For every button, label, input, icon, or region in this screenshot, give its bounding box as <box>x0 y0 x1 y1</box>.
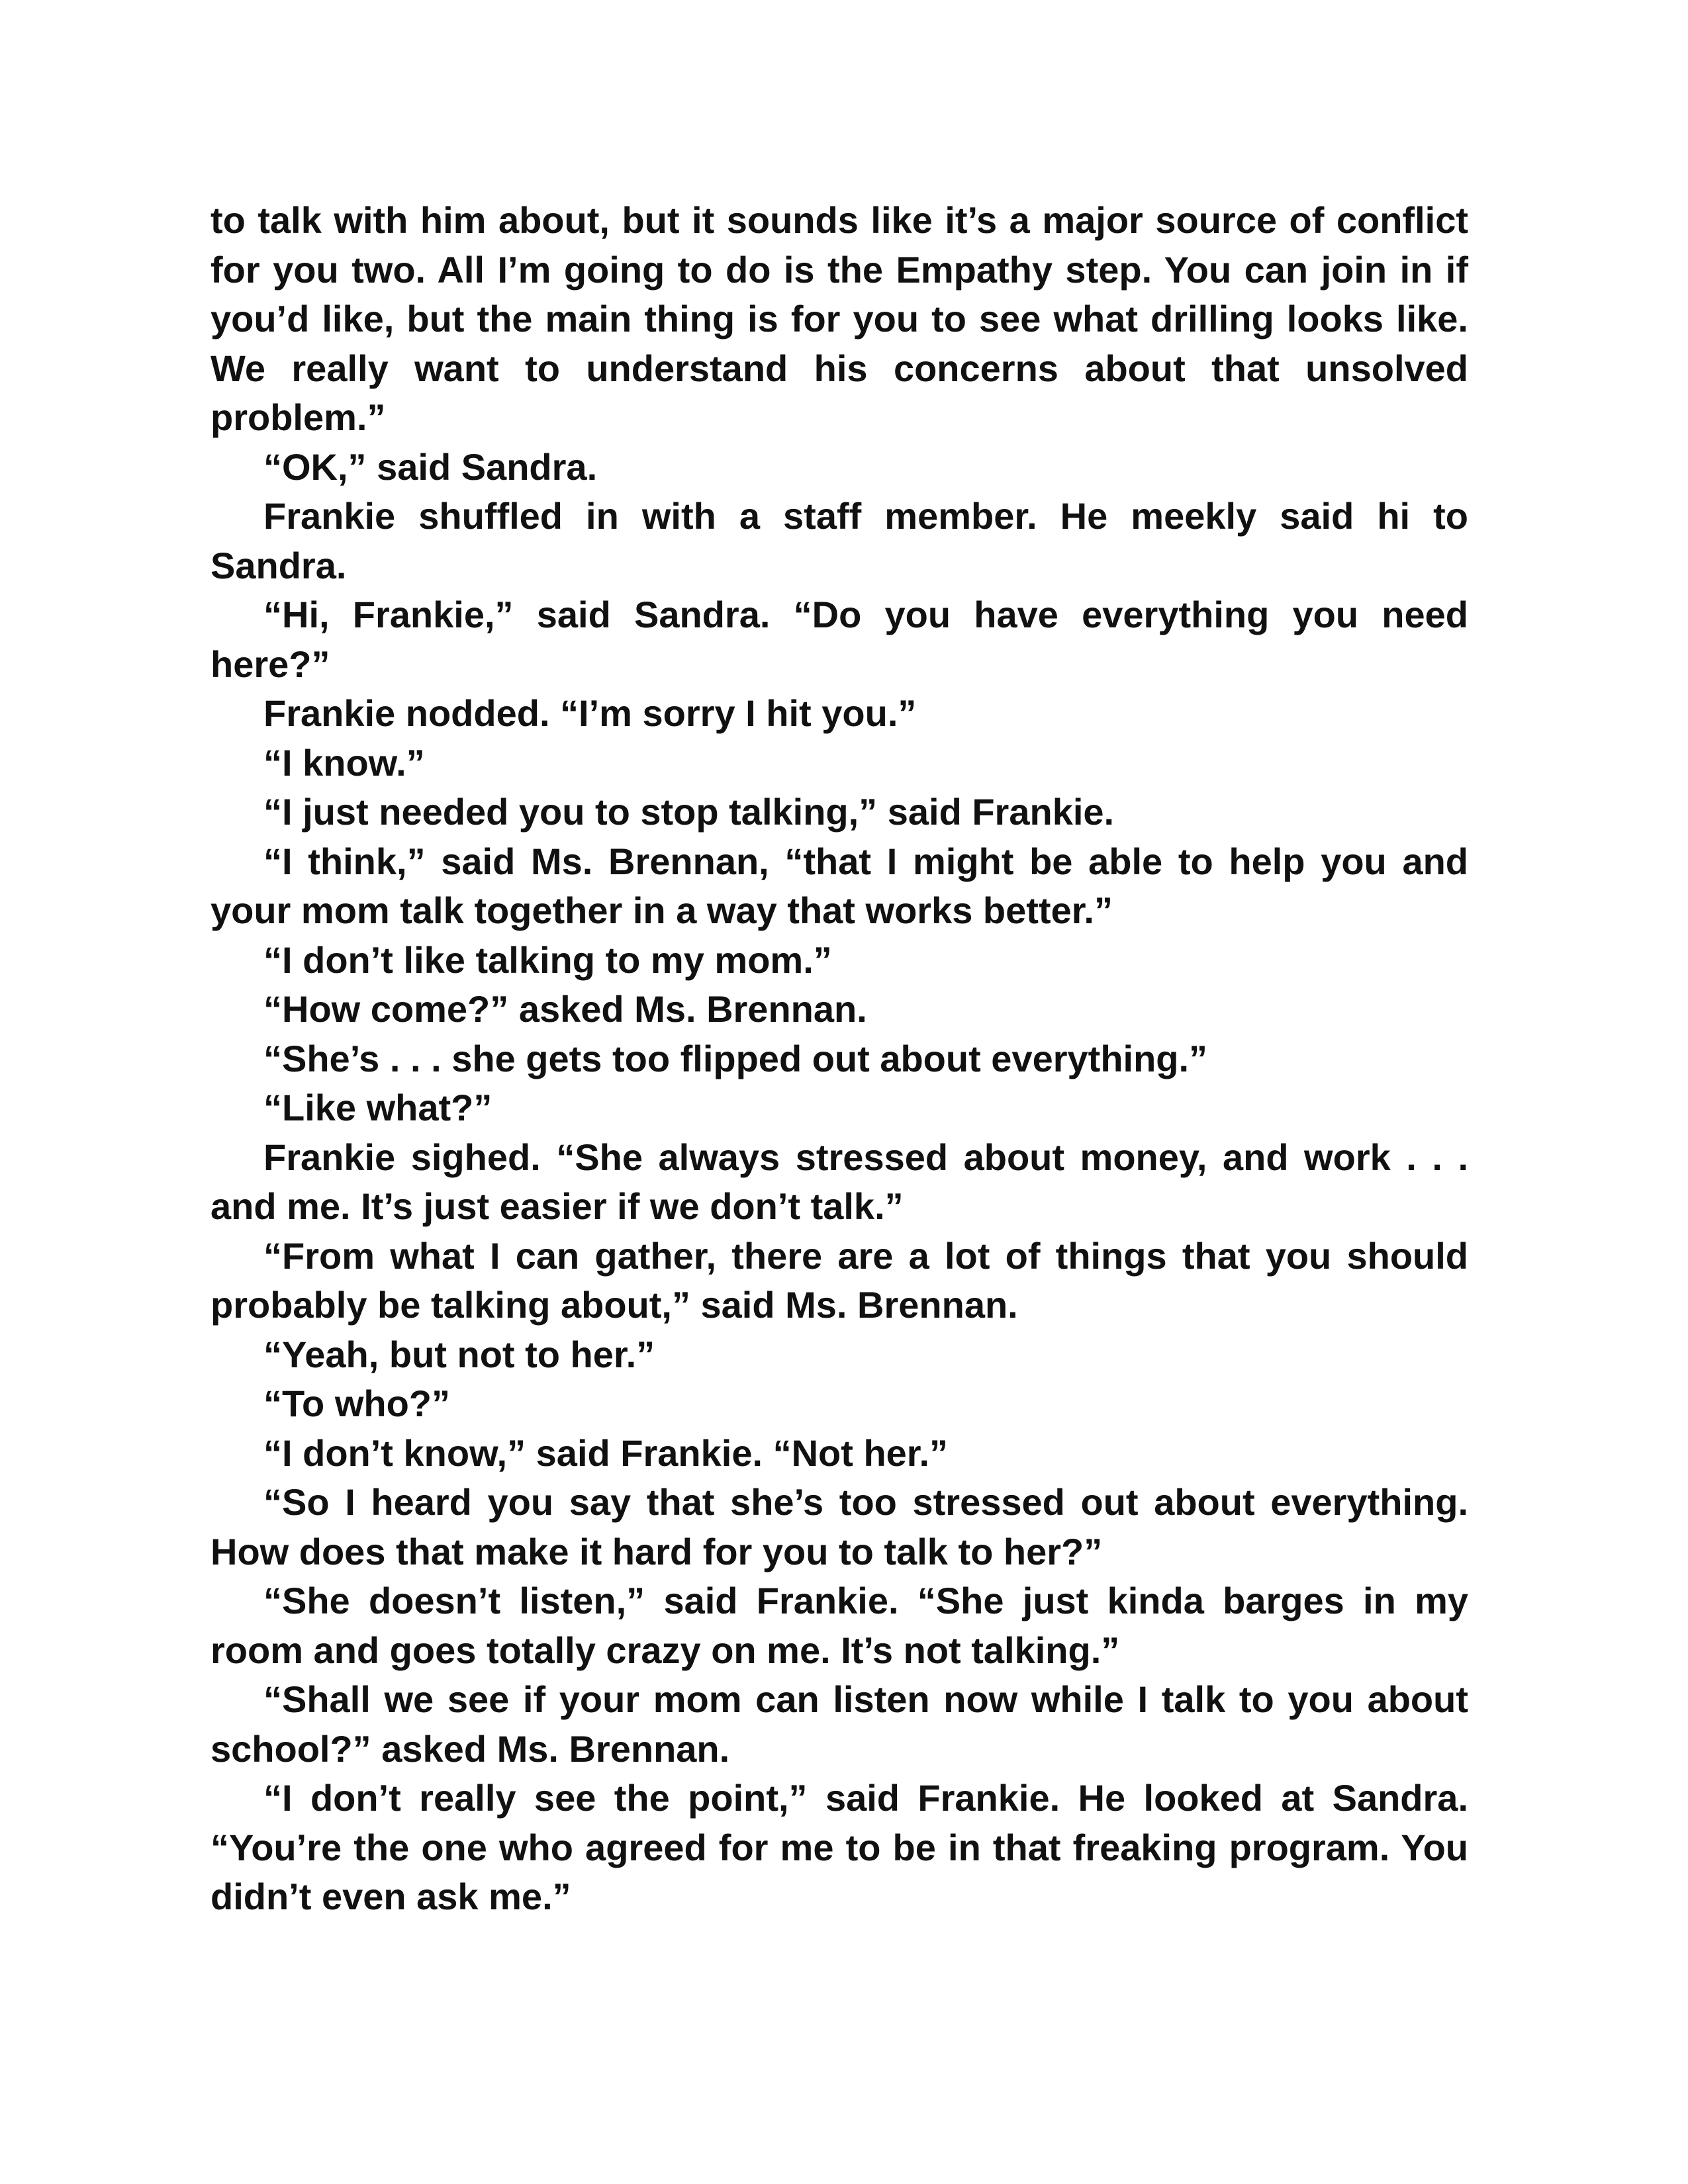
paragraph: “Like what?” <box>263 1087 492 1128</box>
paragraph: “From what I can gather, there are a lot of things that you should probably be talking about,” said Ms. Brennan. <box>211 1234 1468 1326</box>
paragraph: “Shall we see if your mom can listen now while I talk to you about school?” asked Ms. Brennan. <box>211 1678 1468 1770</box>
paragraph: “I don’t like talking to my mom.” <box>263 938 832 981</box>
paragraph: “I think,” said Ms. Brennan, “that I might be able to help you and your mom talk together in a way that works better.” <box>211 840 1468 931</box>
paragraph: “Yeah, but not to her.” <box>263 1333 655 1375</box>
paragraph: “I don’t know,” said Frankie. “Not her.” <box>263 1432 949 1474</box>
paragraph: “How come?” asked Ms. Brennan. <box>263 988 867 1030</box>
paragraph: Frankie shuffled in with a staff member. He meekly said hi to Sandra. <box>211 495 1468 586</box>
paragraph: “She doesn’t listen,” said Frankie. “She just kinda barges in my room and goes totally crazy on me. It’s not talking.” <box>211 1580 1468 1671</box>
page-body <box>211 196 1468 1922</box>
paragraph: “I know.” <box>263 741 425 784</box>
paragraph: “Hi, Frankie,” said Sandra. “Do you have everything you need here?” <box>211 594 1468 685</box>
paragraph: “OK,” said Sandra. <box>263 445 598 488</box>
paragraph: “She’s . . . she gets too flipped out about everything.” <box>263 1037 1208 1079</box>
paragraph: “I don’t really see the point,” said Frankie. He looked at Sandra. “You’re the one who agreed for me to be in that freaking program. You didn’t even ask me.” <box>211 1777 1468 1917</box>
paragraph: Frankie nodded. “I’m sorry I hit you.” <box>263 692 917 734</box>
paragraph: Frankie sighed. “She always stressed about money, and work . . . and me. It’s just easier if we don’t talk.” <box>211 1136 1468 1227</box>
paragraph: to talk with him about, but it sounds like it’s a major source of conflict for you two. All I’m going to do is the Empathy step. You can join in if you’d like, but the main thing is for you to see what drilling looks like. We really want to understand his concerns about that unsolved problem.” <box>211 199 1468 438</box>
paragraph: “To who?” <box>263 1383 450 1424</box>
paragraph: “I just needed you to stop talking,” said Frankie. <box>263 791 1115 833</box>
paragraph: “So I heard you say that she’s too stressed out about everything. How does that make it hard for you to talk to her?” <box>211 1481 1468 1572</box>
